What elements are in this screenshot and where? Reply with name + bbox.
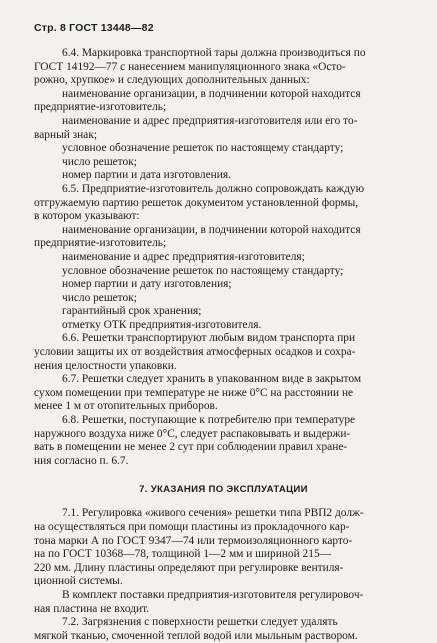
text-line: ная пластина не входит. (34, 602, 150, 615)
list-item: гарантийный срок хранения; (62, 305, 202, 318)
list-item: наименование организации, в подчинении которой находится (62, 87, 361, 100)
text-line: вать в помещении не менее 2 сут при соблюдении правил хране- (34, 441, 348, 454)
text-line: 7.2. Загрязнения с поверхности решетки следует удалять (62, 616, 338, 629)
paragraph-7-2 (34, 616, 413, 643)
list-item: число решеток; (62, 291, 137, 304)
paragraph-6-6 (34, 332, 413, 373)
text-line: наружного воздуха ниже 0°С, следует распаковывать и выдержи- (34, 427, 351, 440)
text-line: 6.8. Решетки, поступающие к потребителю при температуре (62, 414, 356, 427)
list-item-continuation: предприятие-изготовитель; (34, 101, 167, 114)
paragraph-6-4 (34, 47, 413, 183)
text-line: на осуществляться при помощи пластины из прокладочного кар- (34, 521, 350, 533)
text-line: ния согласно п. 6.7. (34, 454, 129, 467)
text-line: 220 мм. Длину пластины определяют при регулировке вентиля- (34, 561, 344, 574)
paragraph-7-1 (34, 507, 413, 616)
text-line: отгружаемую партию решеток документом установленной формы, (34, 196, 359, 209)
list-item: условное обозначение решеток по настоящему стандарту; (62, 142, 344, 155)
page-header: Стр. 8 ГОСТ 13448—82 (34, 22, 154, 34)
text-line: на по ГОСТ 10368—78, толщиной 1—2 мм и шириной 215— (34, 548, 332, 561)
list-item: число решеток; (62, 155, 137, 168)
list-item: отметку ОТК предприятия-изготовителя. (62, 318, 262, 331)
section-title: 7. УКАЗАНИЯ ПО ЭКСПЛУАТАЦИИ (139, 484, 308, 496)
text-line: рожно, хрупкое» и следующих дополнительных данных: (34, 74, 310, 87)
list-item-continuation: варный знак; (34, 128, 98, 141)
paragraph-6-8 (34, 414, 413, 468)
list-item-continuation: предприятие-изготовитель; (34, 237, 167, 250)
paragraph-6-5 (34, 183, 413, 333)
text-line: в котором указывают: (34, 210, 140, 223)
text-line: 6.6. Решетки транспортируют любым видом транспорта при (62, 332, 356, 345)
text-line: мягкой тканью, смоченной теплой водой или мыльным раствором. (34, 629, 358, 642)
list-item: наименование организации, в подчинении которой находится (62, 223, 361, 236)
text-line: 6.4. Маркировка транспортной тары должна производиться по (62, 47, 366, 59)
text-line: сухом помещении при температуре не ниже 0°С на расстоянии не (34, 386, 354, 399)
text-line: тона марки А по ГОСТ 9347—74 или термоизоляционного карто- (34, 534, 353, 547)
list-item: наименование и адрес предприятия-изготовителя или его то- (62, 114, 358, 127)
text-line: условии защиты их от воздействия атмосферных осадков и сохра- (34, 346, 356, 359)
text-line: нения целостности упаковки. (34, 359, 177, 372)
text-line: ГОСТ 14192—77 с нанесением манипуляционного знака «Осто- (34, 60, 346, 73)
text-line: менее 1 м от отопительных приборов. (34, 400, 218, 413)
text-line: 6.7. Решетки следует хранить в упакованном виде в закрытом (62, 373, 362, 386)
text-line: 7.1. Регулировка «живого сечения» решетки типа РВП2 долж- (62, 507, 364, 520)
text-line: В комплект поставки предприятия-изготовителя регулировоч- (62, 588, 364, 601)
list-item: номер партии и дату изготовления; (62, 278, 232, 291)
list-item: номер партии и дата изготовления. (62, 169, 231, 182)
text-line: 6.5. Предприятие-изготовитель должно сопровождать каждую (62, 182, 365, 195)
paragraph-6-7 (34, 373, 413, 414)
text-line: ционной системы. (34, 575, 123, 588)
list-item: условное обозначение решеток по настоящему стандарту; (62, 264, 344, 277)
list-item: наименование и адрес предприятия-изготовителя; (62, 250, 305, 263)
